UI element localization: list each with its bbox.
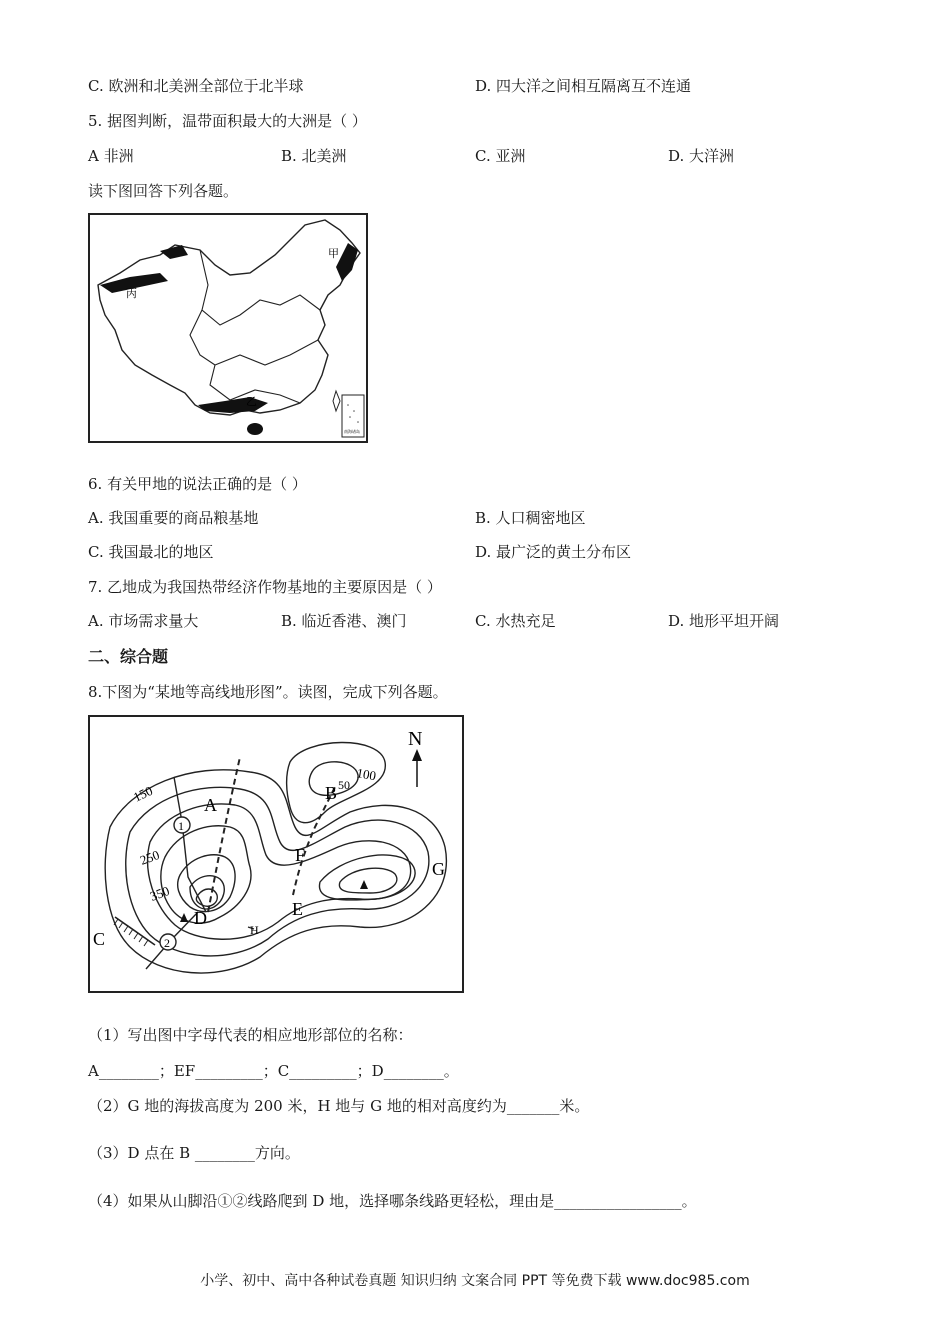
label-yi: 乙: [246, 396, 257, 408]
q4-option-d: D. 四大洋之间相互隔离互不连通: [475, 77, 692, 95]
contour-label-350: 350: [147, 883, 172, 904]
point-d: D: [194, 908, 207, 928]
point-e: E: [292, 899, 303, 919]
label-jia: 甲: [328, 248, 339, 260]
q8-sub4: （4）如果从山脚沿①②线路爬到 D 地，选择哪条线路更轻松，理由是_________________。: [88, 1192, 697, 1210]
region-boundary-1: [200, 250, 320, 325]
contour-label-150: 150: [130, 782, 155, 805]
page-footer: 小学、初中、高中各种试卷真题 知识归纳 文案合同 PPT 等免费下载 www.doc985.com: [200, 1273, 750, 1289]
q8-sub1: （1）写出图中字母代表的相应地形部位的名称：: [88, 1026, 413, 1044]
q7-stem: 7. 乙地成为我国热带经济作物基地的主要原因是（ ）: [88, 578, 442, 596]
contour-label-100: 100: [355, 765, 378, 784]
q8-sub3: （3）D 点在 B ________方向。: [88, 1144, 300, 1162]
region-boundary-2: [190, 310, 318, 365]
contour-labels: [90, 717, 462, 991]
q8-sub2: （2）G 地的海拔高度为 200 米，H 地与 G 地的相对高度约为_______米。: [88, 1097, 590, 1115]
route-2-label: 2: [164, 936, 170, 950]
q5-option-a: A 非洲: [88, 147, 134, 165]
map-intro: 读下图回答下列各题。: [88, 182, 239, 200]
china-map-svg: [90, 215, 366, 441]
region-jia: [336, 243, 358, 281]
china-map-figure: [88, 213, 368, 443]
q8-stem: 8.下图为“某地等高线地形图”。读图，完成下列各题。: [88, 683, 448, 701]
q4-option-c: C. 欧洲和北美洲全部位于北半球: [88, 77, 304, 95]
q5-option-b: B. 北美洲: [281, 147, 347, 165]
q6-option-b: B. 人口稠密地区: [475, 509, 586, 527]
region-yi: [198, 397, 268, 413]
q6-option-c: C. 我国最北的地区: [88, 543, 214, 561]
point-c: C: [93, 929, 106, 949]
q5-option-d: D. 大洋洲: [668, 147, 735, 165]
point-b: B: [325, 783, 338, 803]
island-hainan: [247, 423, 263, 435]
q6-stem: 6. 有关甲地的说法正确的是（ ）: [88, 475, 307, 493]
q7-option-c: C. 水热充足: [475, 612, 556, 630]
q5-option-c: C. 亚洲: [475, 147, 526, 165]
q8-sub1-blanks: A________；EF_________；C_________；D________。: [88, 1062, 459, 1080]
china-outline: [98, 220, 360, 415]
q7-option-a: A. 市场需求量大: [88, 612, 199, 630]
q7-option-b: B. 临近香港、澳门: [281, 612, 407, 630]
q6-option-d: D. 最广泛的黄土分布区: [475, 543, 632, 561]
inset-caption: 南海诸岛: [344, 429, 360, 434]
section-heading: 二、综合题: [88, 647, 169, 666]
contour-map-figure: [88, 715, 464, 993]
point-f: F: [295, 845, 306, 865]
q5-stem: 5. 据图判断，温带面积最大的大洲是（ ）: [88, 112, 367, 130]
route-1-label: 1: [178, 819, 184, 833]
point-a: A: [204, 795, 217, 815]
label-bing: 丙: [126, 288, 137, 300]
q6-option-a: A. 我国重要的商品粮基地: [88, 509, 259, 527]
point-g: G: [432, 859, 445, 879]
q7-option-d: D. 地形平坦开阔: [668, 612, 780, 630]
contour-label-50: 50: [338, 778, 350, 792]
island-taiwan: [333, 391, 340, 411]
contour-label-250: 250: [137, 847, 162, 868]
north-label: N: [408, 728, 423, 750]
point-h: H: [250, 923, 259, 937]
